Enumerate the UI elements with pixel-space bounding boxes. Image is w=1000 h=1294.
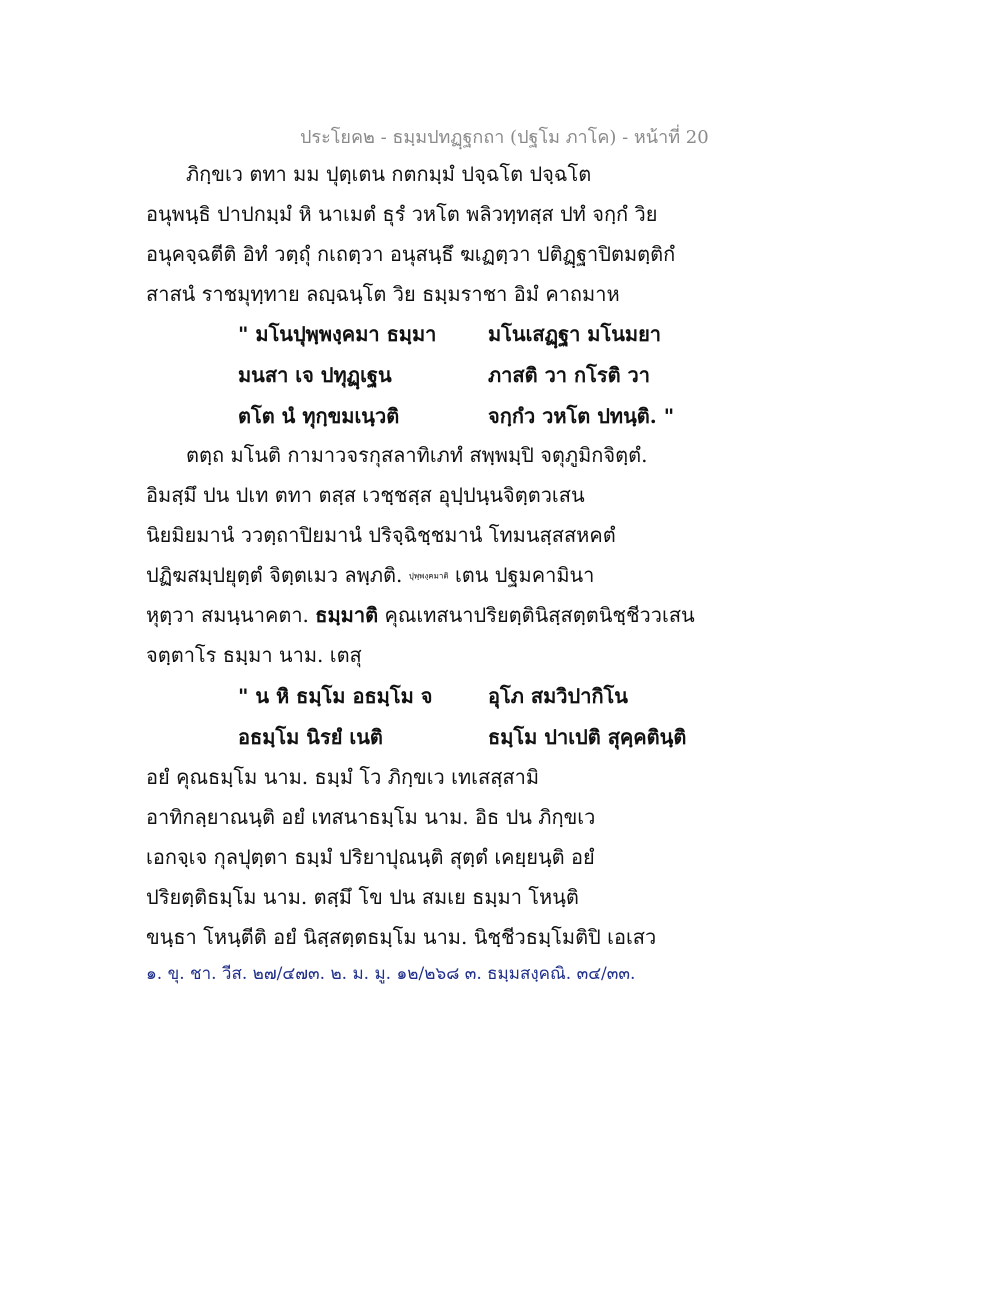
paragraph-line — [146, 601, 706, 629]
paragraph-line: อาทิกลฺยาณนฺติ อยํ เทสนาธมฺโม นาม. อิธ ปน ภิกฺขเว — [146, 805, 596, 829]
paragraph-line: อยํ คุณธมฺโม นาม. ธมฺมํ โว ภิกฺขเว เทเสสฺสามิ — [146, 765, 540, 789]
verse-line-right: ภาสติ วา กโรติ วา — [488, 363, 651, 387]
keyword-bold: ธมฺมาติ — [315, 603, 379, 627]
paragraph-line: อิมสฺมึ ปน ปเท ตทา ตสฺส เวชฺชสฺส อุปฺปนฺนจิตฺตวเสน — [146, 483, 585, 507]
paragraph-line — [146, 561, 706, 591]
verse-line-left: ตโต นํ ทุกฺขมเนฺวติ — [238, 404, 400, 428]
text-run: คุณเทสนาปริยตฺตินิสฺสตฺตนิชฺชีววเสน — [384, 603, 695, 627]
inline-keyword-small: ปุพฺพงฺคมาติ — [408, 571, 449, 581]
paragraph-line: เอกจฺเจ กุลปุตฺตา ธมฺมํ ปริยาปุณนฺติ สุตฺตํ เคยฺยนฺติ อยํ — [146, 845, 595, 869]
paragraph-line: ตตฺถ มโนติ กามาวจรกุสลาทิเภทํ สพฺพมฺปิ จตุภูมิกจิตฺตํ. — [186, 443, 648, 467]
verse-line-left: " มโนปุพฺพงฺคมา ธมฺมา — [238, 322, 437, 346]
text-run: ปฏิฆสมฺปยุตฺตํ จิตฺตเมว ลพฺภติ. — [146, 563, 403, 587]
paragraph-line: จตฺตาโร ธมฺมา นาม. เตสุ — [146, 643, 362, 667]
text-run: หุตฺวา สมนฺนาคตา. — [146, 603, 309, 627]
paragraph-line: ปริยตฺติธมฺโม นาม. ตสฺมึ โข ปน สมเย ธมฺมา โหนฺติ — [146, 885, 579, 909]
verse-line-left: อธมฺโม นิรยํ เนติ — [238, 725, 383, 749]
paragraph-line: ภิกฺขเว ตทา มม ปุตฺเตน กตกมฺมํ ปจฺฉโต ปจฺฉโต — [186, 162, 592, 186]
verse-line-left: มนสา เจ ปทุฏฺเฐน — [238, 363, 392, 387]
verse-line-right: ธมฺโม ปาเปติ สุคฺคตินฺติ — [488, 725, 687, 749]
verse-line-right: จกฺกํว วหโต ปทนฺติ. " — [488, 404, 675, 428]
verse-line-right: มโนเสฏฺฐา มโนมยา — [488, 322, 662, 346]
paragraph-line: นิยมิยมานํ ววตฺถาปิยมานํ ปริจฺฉิชฺชมานํ โทมนสฺสสหคตํ — [146, 523, 616, 547]
verse-line-left: " น หิ ธมฺโม อธมฺโม จ — [238, 684, 433, 708]
paragraph-line: อนุคจฺฉตีติ อิทํ วตฺถุํ กเถตฺวา อนุสนฺธึ ฆเฏตฺวา ปติฏฺฐาปิตมตฺติกํ — [146, 242, 676, 266]
page-header: ประโยค๒ - ธมฺมปทฏฺฐกถา (ปฐโม ภาโค) - หน้าที่ 20 — [300, 127, 709, 148]
text-run: เตน ปฐมคามินา — [454, 563, 595, 587]
paragraph-line: ขนฺธา โหนฺตีติ อยํ นิสฺสตฺตธมฺโม นาม. นิชฺชีวธมฺโมติปิ เอเสว — [146, 925, 657, 949]
verse-line-right: อุโภ สมวิปากิโน — [488, 684, 628, 708]
paragraph-line: อนุพนฺธิ ปาปกมฺมํ หิ นาเมตํ ธุรํ วหโต พลิวทฺทสฺส ปทํ จกฺกํ วิย — [146, 202, 658, 226]
footnote: ๑. ขุ. ชา. วีส. ๒๗/๔๗๓. ๒. ม. มู. ๑๒/๒๖๘ ๓. ธมฺมสงฺคณิ. ๓๔/๓๓. — [146, 964, 636, 984]
paragraph-line: สาสนํ ราชมุทฺทาย ลญฺฉนฺโต วิย ธมฺมราชา อิมํ คาถมาห — [146, 282, 620, 306]
